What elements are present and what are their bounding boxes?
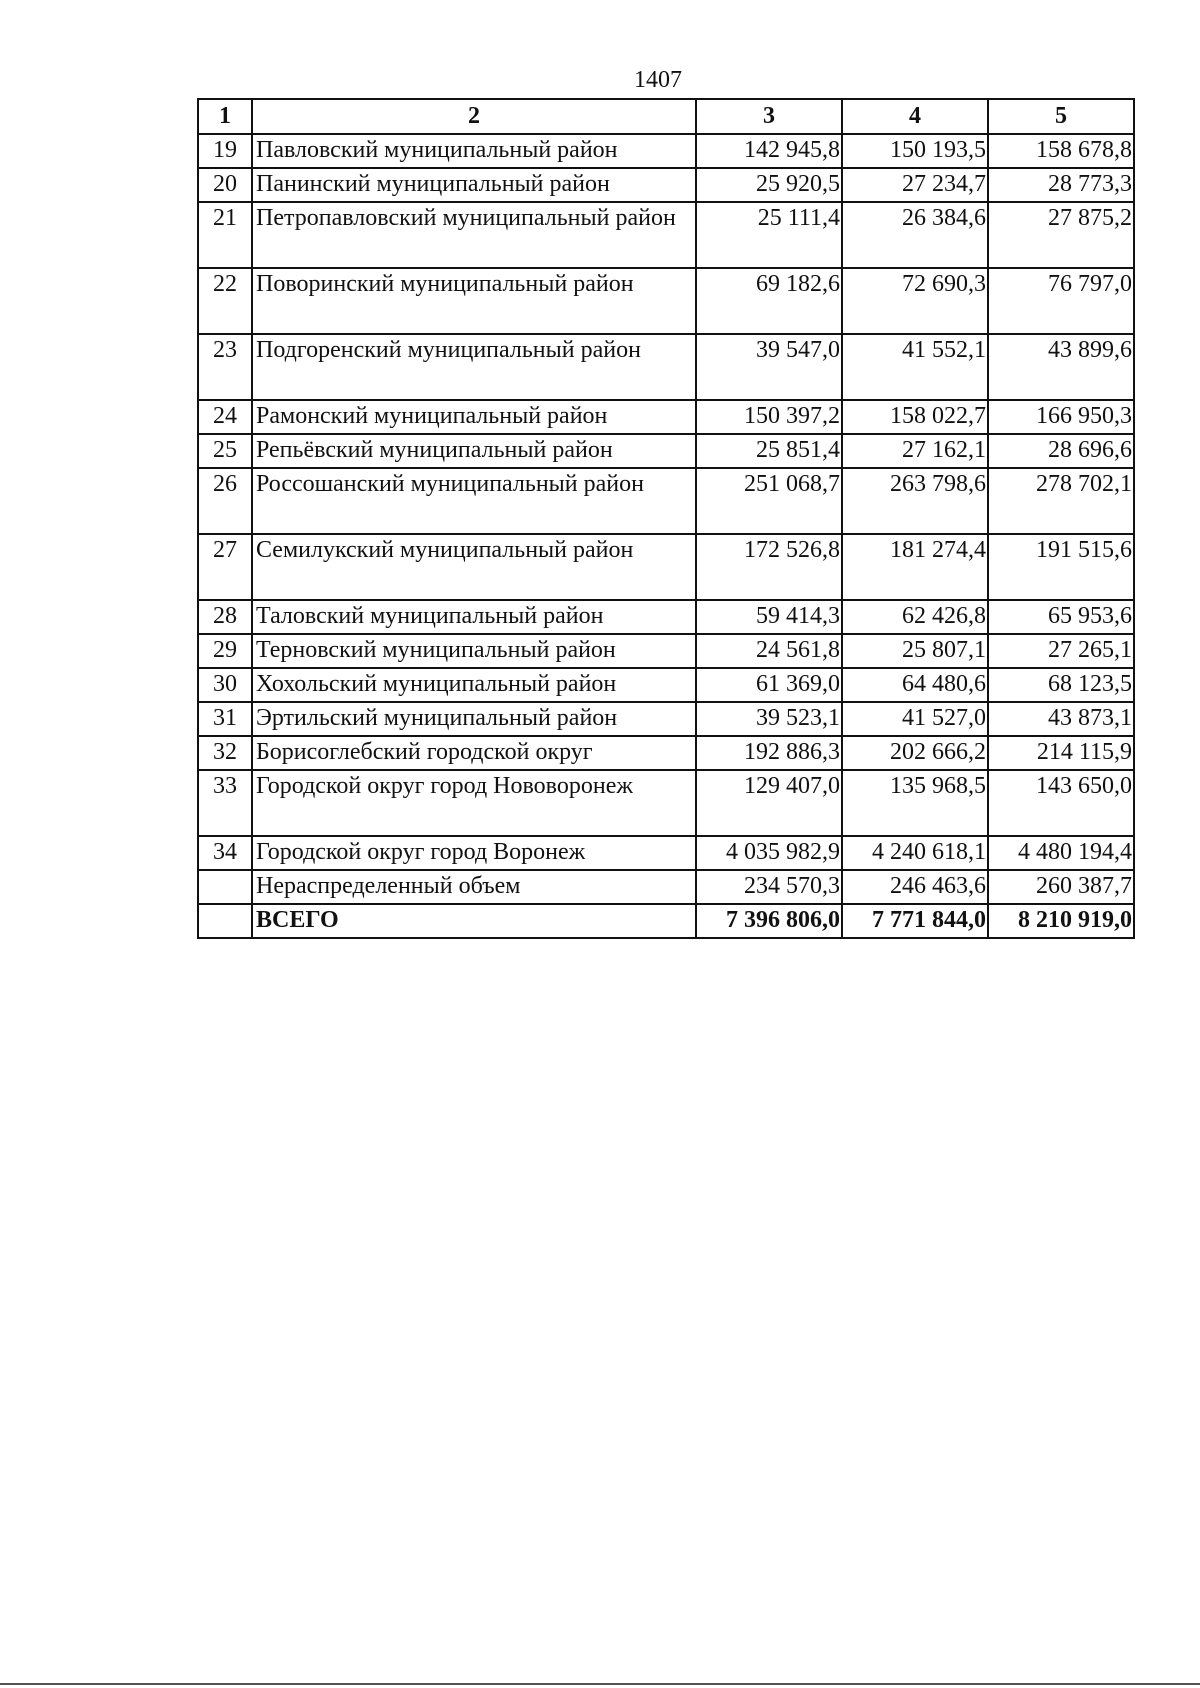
value-col-5: 166 950,3 bbox=[988, 400, 1134, 434]
value-col-5: 28 773,3 bbox=[988, 168, 1134, 202]
value-col-4: 150 193,5 bbox=[842, 134, 988, 168]
value-col-3: 24 561,8 bbox=[696, 634, 842, 668]
value-col-3: 150 397,2 bbox=[696, 400, 842, 434]
value-col-3: 39 523,1 bbox=[696, 702, 842, 736]
value-col-5: 143 650,0 bbox=[988, 770, 1134, 836]
district-name: Подгоренский муниципальный район bbox=[252, 334, 696, 400]
value-col-4: 72 690,3 bbox=[842, 268, 988, 334]
total-col-3: 7 396 806,0 bbox=[696, 904, 842, 938]
value-col-4: 62 426,8 bbox=[842, 600, 988, 634]
value-col-5: 65 953,6 bbox=[988, 600, 1134, 634]
district-name: Поворинский муниципальный район bbox=[252, 268, 696, 334]
total-row bbox=[198, 904, 1134, 938]
value-col-5: 76 797,0 bbox=[988, 268, 1134, 334]
value-col-4: 135 968,5 bbox=[842, 770, 988, 836]
total-col-5: 8 210 919,0 bbox=[988, 904, 1134, 938]
value-col-5: 43 899,6 bbox=[988, 334, 1134, 400]
row-number: 34 bbox=[198, 836, 252, 870]
row-number: 20 bbox=[198, 168, 252, 202]
column-header-1: 1 bbox=[198, 99, 252, 134]
table-row bbox=[198, 268, 1134, 334]
value-col-3: 39 547,0 bbox=[696, 334, 842, 400]
table-row bbox=[198, 434, 1134, 468]
table-header-row bbox=[198, 99, 1134, 134]
bottom-scan-line bbox=[0, 1683, 1200, 1685]
row-number: 19 bbox=[198, 134, 252, 168]
district-name: Семилукский муниципальный район bbox=[252, 534, 696, 600]
district-name: Рамонский муниципальный район bbox=[252, 400, 696, 434]
table-row bbox=[198, 870, 1134, 904]
budget-table bbox=[197, 98, 1135, 939]
value-col-3: 192 886,3 bbox=[696, 736, 842, 770]
value-col-3: 61 369,0 bbox=[696, 668, 842, 702]
value-col-4: 246 463,6 bbox=[842, 870, 988, 904]
row-number: 25 bbox=[198, 434, 252, 468]
row-number: 29 bbox=[198, 634, 252, 668]
column-header-3: 3 bbox=[696, 99, 842, 134]
value-col-5: 158 678,8 bbox=[988, 134, 1134, 168]
value-col-5: 191 515,6 bbox=[988, 534, 1134, 600]
column-header-2: 2 bbox=[252, 99, 696, 134]
value-col-3: 25 851,4 bbox=[696, 434, 842, 468]
value-col-4: 4 240 618,1 bbox=[842, 836, 988, 870]
value-col-5: 278 702,1 bbox=[988, 468, 1134, 534]
table-row bbox=[198, 202, 1134, 268]
column-header-4: 4 bbox=[842, 99, 988, 134]
row-number: 23 bbox=[198, 334, 252, 400]
table-row bbox=[198, 702, 1134, 736]
row-number bbox=[198, 904, 252, 938]
value-col-4: 41 527,0 bbox=[842, 702, 988, 736]
row-number: 24 bbox=[198, 400, 252, 434]
value-col-4: 64 480,6 bbox=[842, 668, 988, 702]
value-col-4: 27 234,7 bbox=[842, 168, 988, 202]
table-row bbox=[198, 668, 1134, 702]
district-name: Городской округ город Нововоронеж bbox=[252, 770, 696, 836]
page-number: 1407 bbox=[634, 67, 682, 93]
value-col-5: 214 115,9 bbox=[988, 736, 1134, 770]
value-col-4: 41 552,1 bbox=[842, 334, 988, 400]
table-row bbox=[198, 600, 1134, 634]
district-name: Эртильский муниципальный район bbox=[252, 702, 696, 736]
value-col-3: 59 414,3 bbox=[696, 600, 842, 634]
table-row bbox=[198, 770, 1134, 836]
unallocated-label: Нераспределенный объем bbox=[252, 870, 696, 904]
value-col-4: 25 807,1 bbox=[842, 634, 988, 668]
value-col-4: 263 798,6 bbox=[842, 468, 988, 534]
value-col-5: 28 696,6 bbox=[988, 434, 1134, 468]
value-col-3: 25 920,5 bbox=[696, 168, 842, 202]
table-row bbox=[198, 736, 1134, 770]
row-number: 27 bbox=[198, 534, 252, 600]
table-row bbox=[198, 168, 1134, 202]
value-col-4: 158 022,7 bbox=[842, 400, 988, 434]
value-col-3: 142 945,8 bbox=[696, 134, 842, 168]
district-name: Павловский муниципальный район bbox=[252, 134, 696, 168]
row-number: 30 bbox=[198, 668, 252, 702]
table-row bbox=[198, 334, 1134, 400]
value-col-5: 43 873,1 bbox=[988, 702, 1134, 736]
table-row bbox=[198, 534, 1134, 600]
row-number: 21 bbox=[198, 202, 252, 268]
value-col-5: 27 265,1 bbox=[988, 634, 1134, 668]
value-col-3: 25 111,4 bbox=[696, 202, 842, 268]
value-col-3: 234 570,3 bbox=[696, 870, 842, 904]
district-name: Борисоглебский городской округ bbox=[252, 736, 696, 770]
district-name: Хохольский муниципальный район bbox=[252, 668, 696, 702]
row-number: 22 bbox=[198, 268, 252, 334]
district-name: Петропавловский муниципальный район bbox=[252, 202, 696, 268]
value-col-5: 4 480 194,4 bbox=[988, 836, 1134, 870]
district-name: Городской округ город Воронеж bbox=[252, 836, 696, 870]
value-col-4: 202 666,2 bbox=[842, 736, 988, 770]
value-col-5: 27 875,2 bbox=[988, 202, 1134, 268]
row-number: 26 bbox=[198, 468, 252, 534]
value-col-3: 69 182,6 bbox=[696, 268, 842, 334]
value-col-3: 172 526,8 bbox=[696, 534, 842, 600]
table-row bbox=[198, 134, 1134, 168]
district-name: Таловский муниципальный район bbox=[252, 600, 696, 634]
value-col-4: 181 274,4 bbox=[842, 534, 988, 600]
value-col-5: 68 123,5 bbox=[988, 668, 1134, 702]
table-row bbox=[198, 468, 1134, 534]
table-row bbox=[198, 400, 1134, 434]
value-col-3: 4 035 982,9 bbox=[696, 836, 842, 870]
district-name: Репьёвский муниципальный район bbox=[252, 434, 696, 468]
column-header-5: 5 bbox=[988, 99, 1134, 134]
total-col-4: 7 771 844,0 bbox=[842, 904, 988, 938]
table-row bbox=[198, 836, 1134, 870]
value-col-3: 129 407,0 bbox=[696, 770, 842, 836]
district-name: Терновский муниципальный район bbox=[252, 634, 696, 668]
row-number: 33 bbox=[198, 770, 252, 836]
table-row bbox=[198, 634, 1134, 668]
district-name: Россошанский муниципальный район bbox=[252, 468, 696, 534]
total-label: ВСЕГО bbox=[252, 904, 696, 938]
row-number: 28 bbox=[198, 600, 252, 634]
district-name: Панинский муниципальный район bbox=[252, 168, 696, 202]
row-number: 31 bbox=[198, 702, 252, 736]
row-number: 32 bbox=[198, 736, 252, 770]
value-col-5: 260 387,7 bbox=[988, 870, 1134, 904]
value-col-4: 27 162,1 bbox=[842, 434, 988, 468]
row-number bbox=[198, 870, 252, 904]
value-col-4: 26 384,6 bbox=[842, 202, 988, 268]
value-col-3: 251 068,7 bbox=[696, 468, 842, 534]
